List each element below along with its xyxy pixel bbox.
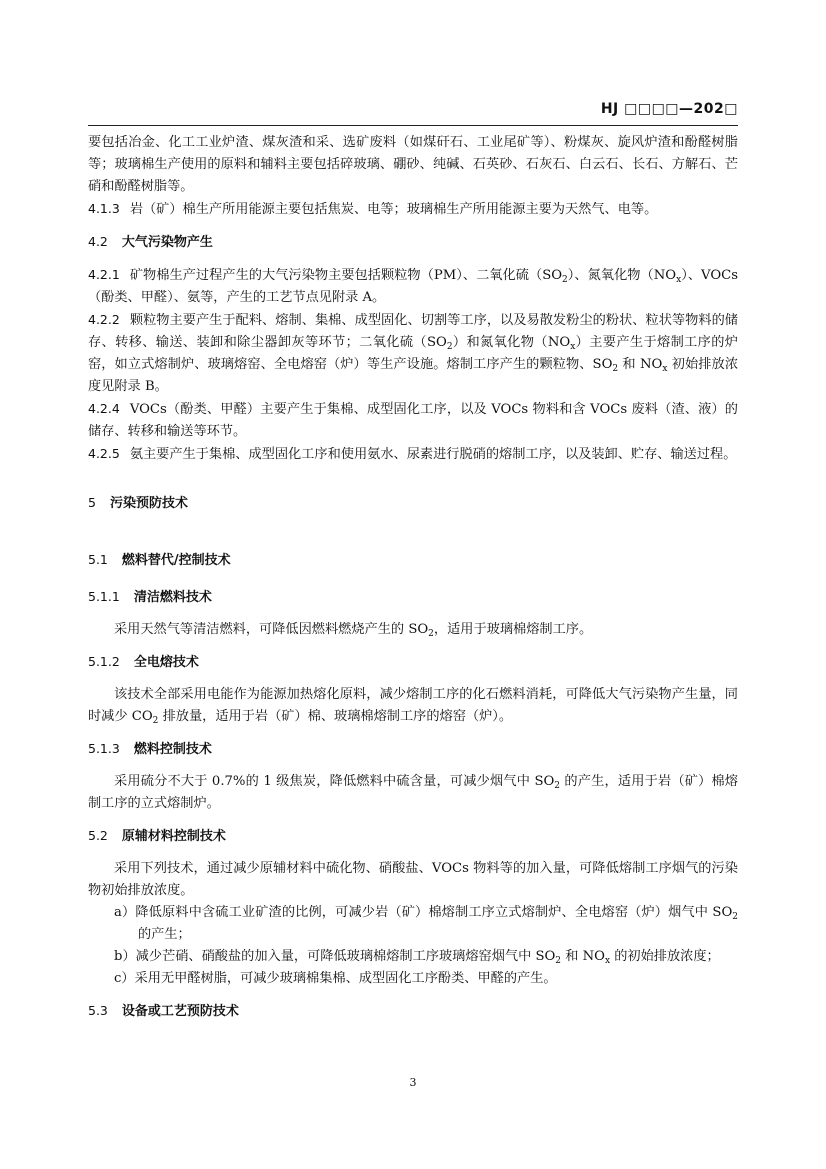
heading-title: 全电熔技术 (133, 655, 199, 670)
subscript: x (676, 275, 682, 285)
heading-number: 4.2 (88, 234, 108, 249)
subscript: 2 (554, 781, 561, 791)
list-item-c: c）采用无甲醛树脂，可减少玻璃棉集棉、成型固化工序酚类、甲醛的产生。 (114, 971, 557, 986)
clause-4-1-3 (88, 198, 738, 221)
clause-text: 颗粒物主要产生于配料、熔制、集棉、成型固化、切割等工序，以及易散发粉尘的粉状、粒状等物料的储存、转移、输送、装卸和除尘器卸灰等环节；二氧化硫（SO (88, 313, 738, 350)
heading-title: 燃料控制技术 (133, 742, 212, 757)
paragraph-text: 该技术全部采用电能作为能源加热熔化原料，减少熔制工序的化石燃料消耗，可降低大气污染物产生量，同时减少 CO (88, 687, 738, 724)
heading-number: 5 (88, 495, 96, 510)
clause-4-2-1 (88, 264, 738, 309)
paragraph-text: 采用天然气等清洁燃料，可降低因燃料燃烧产生的 SO (114, 622, 429, 637)
subscript: 2 (562, 275, 568, 285)
clause-text: ）和氮氧化物（NO (452, 335, 571, 350)
heading-number: 5.1 (88, 552, 108, 567)
page-body (88, 132, 738, 1023)
clause-number: 4.1.3 (88, 201, 120, 216)
clause-4-2-2 (88, 309, 738, 398)
standard-code: HJ □□□□—202□ (600, 101, 738, 117)
heading-number: 5.1.1 (88, 589, 120, 604)
paragraph-4-1-2-continued: 要包括冶金、化工工业炉渣、煤灰渣和采、选矿废料（如煤矸石、工业尾矿等）、粉煤灰、旋风炉渣和酚醛树脂等；玻璃棉生产使用的原料和辅料主要包括碎玻璃、硼砂、纯碱、石英砂、石灰石、白云石、长石、方解石、芒硝和酚醛树脂等。 (88, 135, 738, 194)
clause-text: 初始排放浓度见附录 B。 (88, 357, 739, 394)
clause-text: VOCs（酚类、甲醛）主要产生于集棉、成型固化工序，以及 VOCs 物料和含 VOCs 废料（渣、液）的储存、转移和输送等环节。 (88, 402, 738, 439)
heading-5-2 (88, 825, 738, 848)
clause-text: 岩（矿）棉生产所用能源主要包括焦炭、电等；玻璃棉生产所用能源主要为天然气、电等。 (129, 202, 658, 217)
paragraph-5-1-1 (88, 619, 738, 641)
header-divider (88, 125, 738, 126)
heading-title: 燃料替代/控制技术 (121, 553, 231, 568)
clause-text: 和 NO (618, 357, 663, 372)
heading-number: 5.3 (88, 1003, 108, 1018)
heading-5-1-3 (88, 738, 738, 761)
clause-text: 矿物棉生产过程产生的大气污染物主要包括颗粒物（PM）、二氧化硫（SO (129, 268, 563, 283)
list-item-a (88, 902, 738, 946)
heading-4-2 (88, 231, 738, 254)
paragraph-5-1-2 (88, 684, 738, 728)
heading-number: 5.1.3 (88, 741, 120, 756)
paragraph-text: 采用硫分不大于 0.7%的 1 级焦炭，降低燃料中硫含量，可减少烟气中 SO (114, 774, 555, 789)
clause-text: ）、VOCs（酚类、甲醛）、氨等，产生的工艺节点见附录 A。 (88, 268, 738, 305)
paragraph-text: 排放量，适用于岩（矿）棉、玻璃棉熔制工序的熔窑（炉）。 (158, 709, 513, 724)
subscript: 2 (612, 364, 619, 374)
list-item-text: b）减少芒硝、硝酸盐的加入量，可降低玻璃棉熔制工序玻璃熔窑烟气中 SO (114, 949, 556, 964)
heading-title: 污染预防技术 (109, 496, 188, 511)
subscript: x (662, 364, 668, 374)
heading-title: 大气污染物产生 (121, 235, 213, 250)
heading-number: 5.2 (88, 828, 108, 843)
clause-number: 4.2.2 (88, 312, 120, 327)
heading-number: 5.1.2 (88, 654, 120, 669)
heading-title: 清洁燃料技术 (133, 590, 212, 605)
heading-5 (88, 492, 738, 515)
clause-text: ）、氮氧化物（NO (567, 268, 677, 283)
list-item-text: a）降低原料中含硫工业矿渣的比例，可减少岩（矿）棉熔制工序立式熔制炉、全电熔窑（炉）烟气中 SO (114, 905, 733, 920)
clause-number: 4.2.1 (88, 267, 120, 282)
page-number: 3 (409, 1076, 417, 1089)
paragraph-text: 的产生，适用于岩（矿）棉熔制工序的立式熔制炉。 (88, 774, 738, 811)
subscript: x (570, 342, 576, 352)
subscript: 2 (152, 716, 159, 726)
list-item-text: 和 NO (561, 949, 605, 964)
clause-4-2-4 (88, 398, 738, 443)
clause-text: 氨主要产生于集棉、成型固化工序和使用氨水、尿素进行脱硝的熔制工序，以及装卸、贮存、输送过程。 (129, 447, 737, 462)
clause-text: ）主要产生于熔制工序的炉窑，如立式熔制炉、玻璃熔窑、全电熔窑（炉）等生产设施。熔制工序产生的颗粒物、SO (88, 335, 738, 372)
subscript: x (604, 956, 611, 966)
heading-title: 原辅材料控制技术 (121, 829, 226, 844)
heading-5-1-2 (88, 651, 738, 674)
heading-title: 设备或工艺预防技术 (121, 1004, 239, 1019)
subscript: 2 (428, 629, 434, 639)
clause-number: 4.2.5 (88, 446, 120, 461)
heading-5-3 (88, 1000, 738, 1023)
list-item-text: 的初始排放浓度； (610, 949, 720, 964)
clause-number: 4.2.4 (88, 401, 120, 416)
subscript: 2 (446, 342, 453, 352)
list-item-b (88, 946, 738, 968)
heading-5-1 (88, 549, 738, 572)
clause-4-2-5 (88, 443, 738, 466)
subscript: 2 (732, 912, 738, 922)
paragraph-5-2-intro: 采用下列技术，通过减少原辅材料中硫化物、硝酸盐、VOCs 物料等的加入量，可降低熔制工序烟气的污染物初始排放浓度。 (88, 861, 738, 898)
paragraph-text: ，适用于玻璃棉熔制工序。 (433, 622, 593, 637)
subscript: 2 (555, 956, 562, 966)
paragraph-5-1-3 (88, 771, 738, 815)
list-item-text: 的产生； (138, 927, 191, 942)
heading-5-1-1 (88, 586, 738, 609)
